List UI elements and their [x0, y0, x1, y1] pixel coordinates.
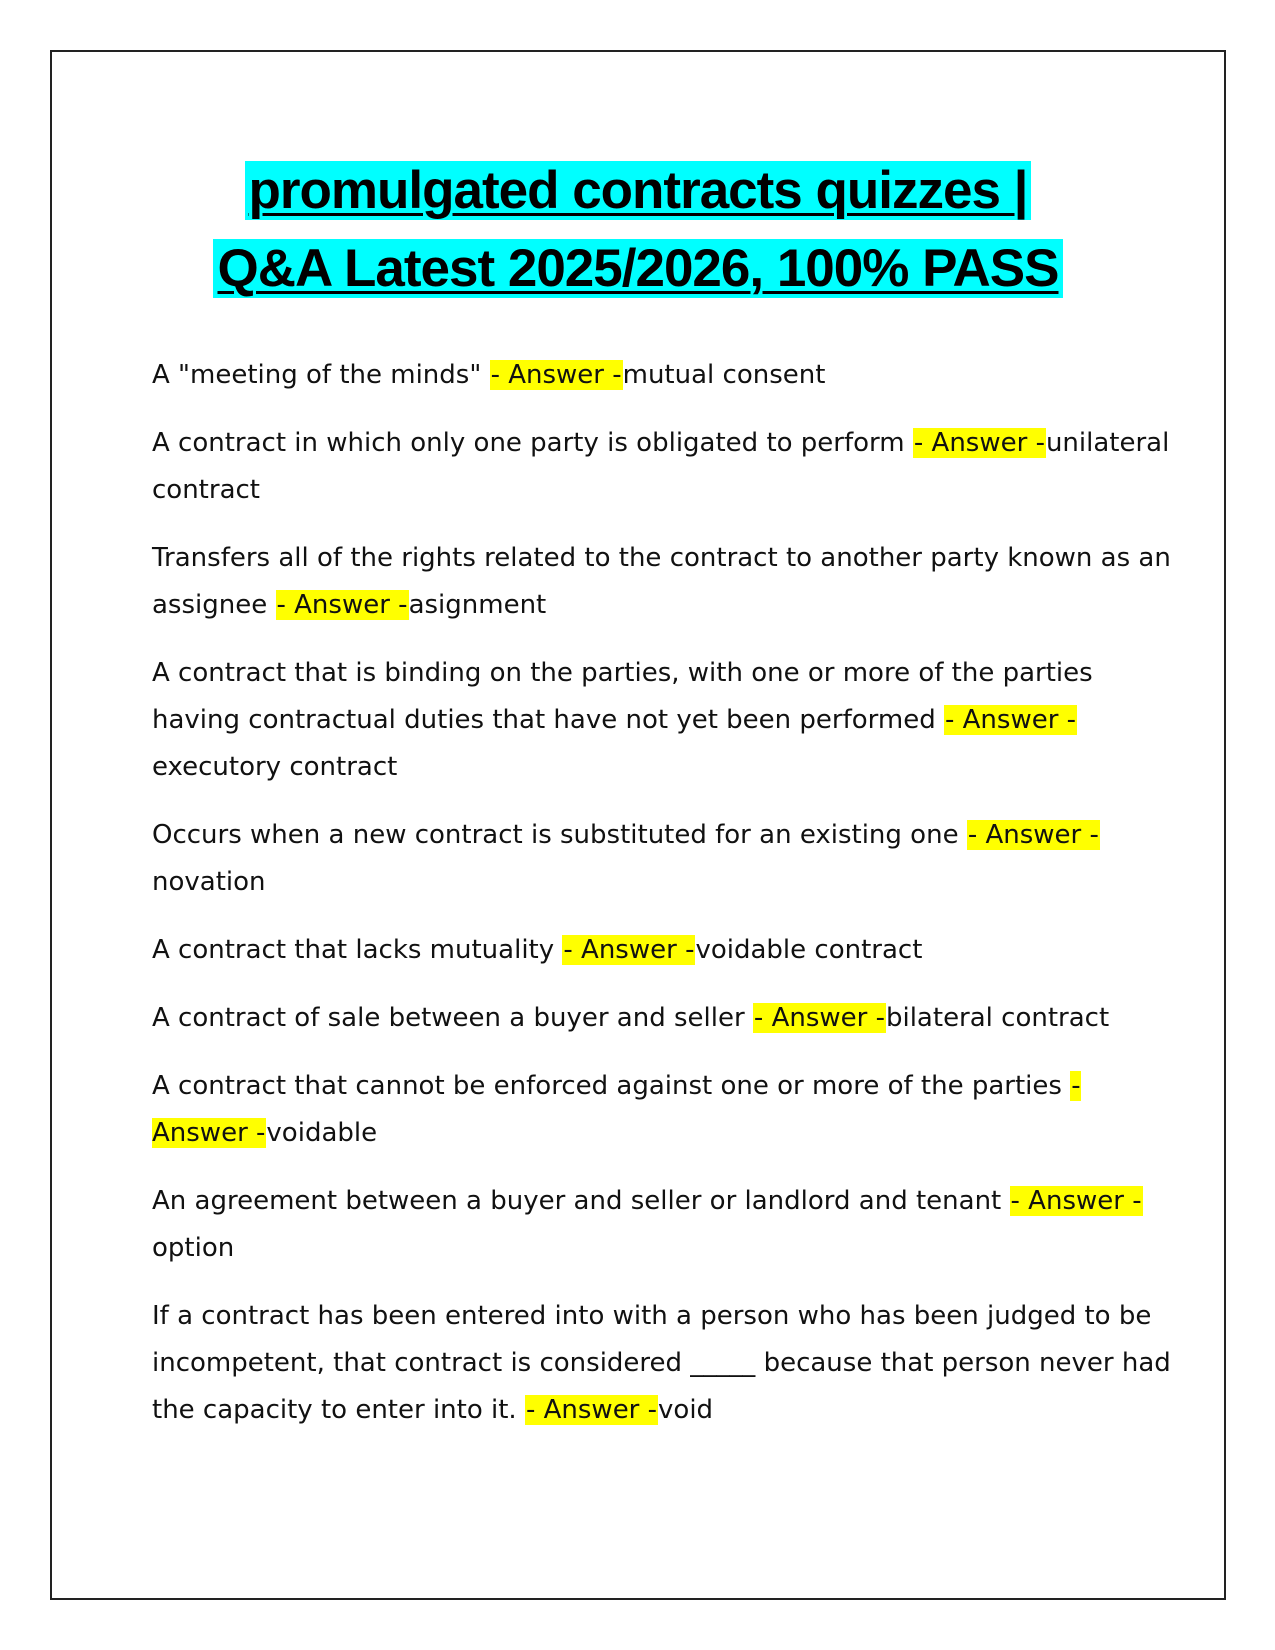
question-text: A contract that is binding on the parties, with one or more of the parties having contractual duties that have not yet been performed: [152, 658, 1093, 735]
answer-marker: - Answer -: [944, 705, 1077, 735]
title-line-1: promulgated contracts quizzes |: [245, 161, 1032, 220]
answer-text: unilateral contract: [152, 428, 1170, 505]
question-text: Occurs when a new contract is substituted for an existing one: [152, 820, 967, 850]
page-frame: [50, 50, 1226, 1600]
qa-list: [152, 352, 1182, 1455]
qa-item: [152, 535, 1182, 629]
answer-text: mutual consent: [622, 360, 826, 390]
qa-item: [152, 812, 1182, 906]
answer-text: bilateral contract: [885, 1003, 1110, 1033]
answer-text: asignment: [408, 590, 547, 620]
title-line-2: Q&A Latest 2025/2026, 100% PASS: [213, 239, 1062, 298]
answer-text: voidable contract: [695, 935, 923, 965]
answer-marker: - Answer -: [563, 935, 695, 965]
question-text: A contract that lacks mutuality: [152, 935, 563, 965]
answer-marker: - Answer -: [525, 1395, 658, 1425]
question-text: An agreement between a buyer and seller or landlord and tenant: [152, 1186, 1010, 1216]
question-text: A contract of sale between a buyer and seller: [152, 1003, 753, 1033]
answer-marker: - Answer -: [1010, 1186, 1142, 1216]
answer-text: executory contract: [152, 752, 398, 782]
answer-marker: - Answer -: [276, 590, 408, 620]
answer-text: option: [152, 1233, 235, 1263]
qa-item: [152, 927, 1182, 974]
qa-item: [152, 1178, 1182, 1272]
answer-marker: - Answer -: [152, 1071, 1081, 1148]
answer-marker: - Answer -: [967, 820, 1099, 850]
answer-text: voidable: [266, 1118, 378, 1148]
document-title: [52, 152, 1224, 308]
question-text: A contract that cannot be enforced against one or more of the parties: [152, 1071, 1071, 1101]
question-text: Transfers all of the rights related to the contract to another party known as an assignee: [152, 543, 1171, 620]
question-text: If a contract has been entered into with a person who has been judged to be incompetent, that contract is considered _____ because that person never had the capacity to enter into it.: [152, 1301, 1171, 1425]
answer-text: void: [658, 1395, 714, 1425]
qa-item: [152, 995, 1182, 1042]
qa-item: [152, 352, 1182, 399]
answer-marker: - Answer -: [753, 1003, 885, 1033]
answer-text: novation: [152, 867, 266, 897]
qa-item: [152, 420, 1182, 514]
qa-item: [152, 1063, 1182, 1157]
answer-marker: - Answer -: [913, 428, 1045, 458]
qa-item: [152, 1293, 1182, 1434]
answer-marker: - Answer -: [490, 360, 622, 390]
question-text: A "meeting of the minds": [152, 360, 490, 390]
question-text: A contract in which only one party is obligated to perform: [152, 428, 913, 458]
qa-item: [152, 650, 1182, 791]
